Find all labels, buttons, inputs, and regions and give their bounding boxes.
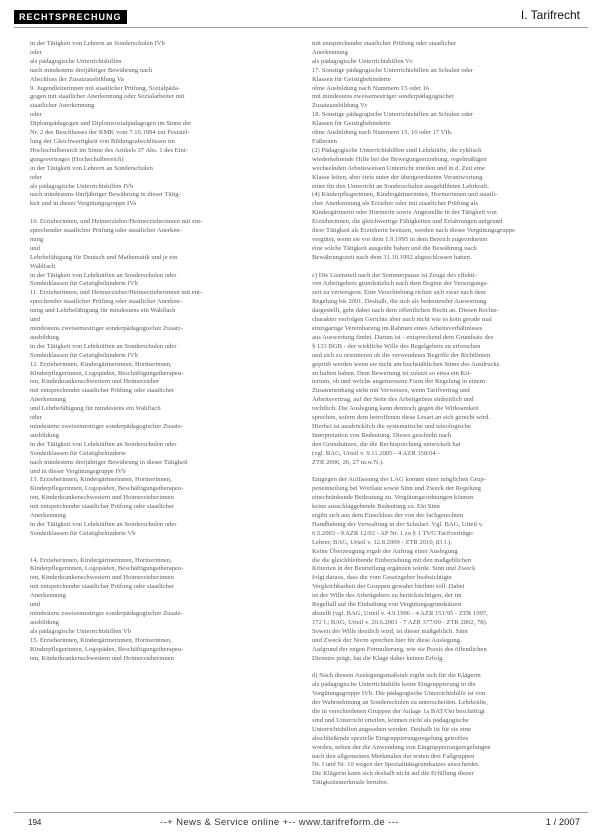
text-line: in der Tätigkeit von Lehrern an Sonderschulen <box>30 164 153 172</box>
text-line: Hierbei ist ausdrücklich die systematische und teleologische <box>312 422 471 430</box>
text-line: abschließende spezielle Eingruppierungsregelung getroffen <box>312 734 469 742</box>
page-number: 194 <box>28 818 42 827</box>
text-line: Wahlfach <box>30 262 56 270</box>
text-line: mit entsprechender staatlicher Prüfung oder staatlicher <box>30 503 175 511</box>
text-line: Kinderpflegerinnen, Logopäden, Beschäftigungstherapeu- <box>30 565 184 573</box>
text-line: sprechender staatlicher Prüfung oder staatlicher Anerken- <box>30 227 182 235</box>
text-line: Keine Überzeugung ergab der Auftrag einer Auslegung <box>312 547 458 555</box>
text-line: 17. Sonstige pädagogische Unterrichtshilfen an Schulen oder <box>312 66 473 74</box>
text-line: oder <box>30 111 42 119</box>
text-line: 11. Erzieherinnen, und Heimerzieher/Heimerzieherinnen mit ent- <box>30 289 203 297</box>
text-line: oder <box>30 173 42 181</box>
text-line: sprechender staatlicher Prüfung oder staatlicher Anerken- <box>30 298 182 306</box>
text-line: Tätigkeitsmerkmale berufen. <box>312 779 389 787</box>
text-line: einzigartige Vereinbarung im Rahmen eines Arbeitsverhältnisses <box>312 325 483 332</box>
text-line: vergütet, wenn sie vor dem 1.9.1995 in dem Bereich zugeordneten <box>312 235 488 243</box>
header-rule <box>14 27 588 28</box>
text-line: 10. Erzieherinnen, und Heimerzieher/Heimerzieherinnen mit ent- <box>30 218 203 226</box>
text-line: ten, Kinderkrankenschwestern und Heimerzieherinnen <box>30 654 174 662</box>
text-line: und <box>30 601 40 609</box>
text-line: und <box>30 244 40 252</box>
text-line: als pädagogische Unterrichtshilfen IVb <box>30 182 134 190</box>
text-line: Regelfall auf die Einhaltung von Vergütungsgrundsätzen <box>312 601 462 609</box>
text-line: Kriterien in der Beurteilung ergänzen würde. Sinn und Zweck <box>312 565 476 573</box>
text-line: als pädagogische Unterrichtshilfen Vc <box>312 57 413 65</box>
text-line <box>312 468 588 477</box>
text-line: Sonderklassen für Geistigbehinderte Vb <box>30 529 136 537</box>
text-line: Klassen für Geistigbehinderte <box>312 120 391 128</box>
text-line: nach mindestens dreijähriger Bewährung in dieser Tätigkeit <box>30 458 188 466</box>
page-footer <box>0 812 606 833</box>
text-line: Handhabung der Verwaltung in der Schulart. Vgl. BAG, Urteil v. <box>312 520 484 528</box>
text-line: Sonderklassen für Geistigbehinderte <box>30 449 126 457</box>
text-line: gogen mit staatlicher Anerkennung oder Sozialarbeiter mit <box>30 93 185 101</box>
text-line: Anerkennung <box>30 592 66 600</box>
right-column <box>312 40 588 788</box>
text-line: nung und Lehrbefähigung für mindestens ein Wahlfach <box>30 307 176 315</box>
text-line: mit mindestens zweisemestriger sonderpädagogischer <box>312 93 454 101</box>
text-line: Zusatzausbildung Vc <box>312 102 368 110</box>
text-line: Interpretation von Bedeutung. Dieses geschieht nach <box>312 431 452 439</box>
text-line: folgt daraus, dass die vom Gesetzgeber beabsichtigte <box>312 574 452 582</box>
text-line: Lehrbefähigung für Deutsch und Mathematik und je ein <box>30 253 178 261</box>
text-line: einer für den Unterricht an Sonderschulen ausgebildeten Lehrkraft. <box>312 182 489 190</box>
text-line: Aufgrund der engen Formulierung, wie sie Praxis des öffentlichen <box>312 645 487 653</box>
text-line: Regelung bis 2001. Deshalb, die sich als bedeutender Auswertung <box>312 298 487 306</box>
text-line: dargestellt, geht dabei nach dem öffentlichen Recht an. Diesen Rechts- <box>312 307 499 315</box>
text-line: und Lehrbefähigung für mindestens ein Wahlfach <box>30 405 161 413</box>
text-line: den Grundsätzen, die die Rechtsprechung entwickelt hat <box>312 440 461 448</box>
text-line: § 133 BGB - der wirkliche Wille des Regelgebers zu erforschen <box>312 342 481 350</box>
text-line: Abschluss der Zusatzausbildung Va <box>30 75 124 83</box>
text-line: staatlicher Anerkennung <box>30 102 95 110</box>
text-line: mit entsprechender staatlicher Prüfung oder staatlicher <box>30 387 175 395</box>
text-line: Klasse leiten, aber stets unter der übergeordneten Verantwortung <box>312 173 483 181</box>
text-line: Soweit der Wille deutlich wird, ist dieser maßgeblich. Sinn <box>312 627 468 635</box>
text-line: oder <box>30 414 42 422</box>
text-line: wiederkehrende Hilfe bei der Bewegungserziehung, regelmäßigen <box>312 155 487 163</box>
text-line: charakter verfolgen Gerichte aber auch nicht wie es kein gerade mal <box>312 316 492 324</box>
text-line: Bewährungszeit nach dem 31.10.1992 abgeschlossen hatten. <box>312 253 472 261</box>
text-line: ohne Ausbildung nach Nummern 15 oder 16 <box>312 84 430 92</box>
issue-number: 1 / 2007 <box>545 817 580 828</box>
text-line: Klassen für Geistigbehinderte <box>312 75 391 83</box>
text-line: nach mindestens fünfjähriger Bewährung in dieser Tätig- <box>30 191 181 199</box>
text-line: die die gleichbleibende Einbeziehung mit den maßgeblichen <box>312 556 472 564</box>
text-line: in der Tätigkeit von Lehrern an Sonderschulen IVb <box>30 40 165 47</box>
text-line: keit und in dieser Vergütungsgruppe IVa <box>30 200 137 208</box>
text-line: 9. Jugendleiterinnen mit staatlicher Prüfung, Sozialpäda- <box>30 84 180 92</box>
text-line: Nr. 2 des Beschlusses der KMK vom 7.10.1994 zur Feststel- <box>30 129 190 137</box>
text-line: c) Die Lizenzteil nach der Sommerpause ist Zeuge des effekti- <box>312 271 477 279</box>
text-line: Vergütungsgruppe IVb. Die pädagogische Unterrichtshilfe ist von <box>312 690 486 698</box>
text-line: der Wahrnehmung an Sonderschulen zu unterscheiden. Lehrkräfte, <box>312 699 488 707</box>
text-line: ausbildung <box>30 431 59 439</box>
text-line: sind und Unterricht erteilen, können nicht als pädagogische <box>312 716 469 724</box>
text-line: ausbildung <box>30 618 59 626</box>
text-line: worden, neben der die Anwendung von Eingruppierungsregelungen <box>312 743 491 751</box>
text-line: ven Arbeitgebers grundsätzlich nach dem Beginn der Versorgungs- <box>312 280 489 288</box>
text-line: 15. Erzieherinnen, Kindergärtnerinnen, Hortnerinnen, <box>30 636 172 644</box>
text-line: 12. Erzieherinnen, Kindergärtnerinnen, Hortnerinnen, <box>30 360 172 368</box>
left-column <box>30 40 298 663</box>
text-line: 18. Sonstige pädagogische Unterrichtshilfen an Schulen oder <box>312 111 473 119</box>
text-line: keine ausschlaggebende Bedeutung zu. Ein Sinn <box>312 503 440 511</box>
text-line: mindestens zweisemestriger sonderpädagogischer Zusatz- <box>30 422 183 430</box>
text-line: Anerkennung <box>30 396 66 404</box>
text-line: ZTR 2006, 26, 27 m.w.N.). <box>312 458 384 466</box>
text-line: mit entsprechender staatlicher Prüfung oder staatlicher <box>312 40 457 47</box>
text-line: (2) Pädagogische Unterrichtshilfen sind Lehrkräfte, die zyklisch <box>312 146 482 154</box>
text-line: (4) Kinderpflegerinnen, Kindergärtnerinnen, Hortnerinnen und staatli- <box>312 191 498 199</box>
text-line: wechselnden Arbeitsweisen Unterricht erteilen und in d. Zeit eine <box>312 164 486 172</box>
text-line: die in verschiedenen Gruppen der Anlage 1a BAT/Ost beschäftigt <box>312 707 485 715</box>
text-line: Nr. I und Nr. 10 wegen der Spezialitätsgrundsatzes ausscheidet. <box>312 761 480 769</box>
text-line: ten, Kinderkrankenschwestern und Heimerzieherinnen <box>30 574 174 582</box>
text-line: als pädagogische Unterrichtshilfen <box>30 57 122 65</box>
text-line: peneinteilung bei Wortlaut sowie Sinn und Zweck der Regelung <box>312 485 481 493</box>
text-line: nung <box>30 235 44 243</box>
text-line: terium, ob und welche angemessene Form der Regelung in einem <box>312 378 485 386</box>
text-line: ergibt sich aus dem Einschluss der von der fachgerechten <box>312 512 464 520</box>
text-line: Lehrer; BAG, Urteil v. 12.8.2009 - ZTR 2010, 83 f.). <box>312 538 452 546</box>
text-line: 6.5.2003 - 9 AZR 12/02 - AP Nr. 1 zu § 1 TVG Tarifverträge: <box>312 529 474 537</box>
text-line: Vergleichbarkeit der Gruppen gewahrt bleiben soll. Dabei <box>312 583 465 591</box>
text-line: oder <box>30 48 42 56</box>
text-line: ausbildung <box>30 333 59 341</box>
text-line: cher Anerkennung als Erzieher oder mit staatlicher Prüfung als <box>312 200 478 208</box>
text-line: sprechen, sofern dem betroffenen diese Lesart an sich gerecht wird. <box>312 414 491 422</box>
footer-rule <box>14 812 588 813</box>
section-label: RECHTSPRECHUNG <box>14 10 127 24</box>
text-line: in der Tätigkeit von Lehrkräften an Sonderschulen oder <box>30 271 177 279</box>
text-line: Kindergärtnerin oder Hortnerin sowie Angestellte in der Tätigkeit von <box>312 209 497 217</box>
text-line: und in dieser Vergütungsgruppe IVb <box>30 467 126 475</box>
text-line: 172 f.; BAG, Urteil v. 20.6.2001 - 7 AZR 377/00 - ZTR 2002, 78). <box>312 618 488 626</box>
text-line: lung der Gleichwertigkeit von Bildungsabschlüssen im <box>30 137 175 145</box>
text-line: mit entsprechender staatlicher Prüfung oder staatlicher <box>30 583 175 591</box>
text-line: Sonderklassen für Geistigbehinderte IVb <box>30 280 138 288</box>
text-line: ten, Kinderkrankenschwestern und Heimerzieherinnen <box>30 494 174 502</box>
text-line: 14. Erzieherinnen, Kindergärtnerinnen, Hortnerinnen, <box>30 556 172 564</box>
text-line: eine solche Tätigkeit ausgeübt haben und die Bewährung nach <box>312 244 477 252</box>
text-line: und sich zu orientieren ob die verwendeten Begriffe der Richtlinien <box>312 351 491 359</box>
text-line: (vgl. BAG, Urteil v. 9.11.2005 - 4 AZR 358/04 - <box>312 449 440 457</box>
text-line: mindestens zweisemestriger sonderpädagogischer Zusatz- <box>30 325 183 332</box>
text-line: nach mindestens dreijähriger Bewährung nach <box>30 66 153 74</box>
footer-banner: --+ News & Service online +-- www.tarifreform.de --- <box>160 817 399 828</box>
text-line: und Zweck der Norm sprechen hier für diese Auslegung. <box>312 636 462 644</box>
text-line: d) Nach diesem Auslegungsmaßstab ergibt sich für die Klägerin <box>312 672 481 680</box>
text-line: Kinderpflegerinnen, Logopäden, Beschäftigungstherapeu- <box>30 645 184 653</box>
text-line: in der Tätigkeit von Lehrkräften an Sonderschulen oder <box>30 520 177 528</box>
text-line <box>30 548 298 557</box>
text-line: mindestens zweisemestriger sonderpädagogischer Zusatz- <box>30 610 183 617</box>
text-line: Sonderklassen für Geistigbehinderte IVb <box>30 351 138 359</box>
text-line: Fußnoten <box>312 137 337 145</box>
text-line: Anerkennung <box>312 48 348 56</box>
text-line: ist der Wille des Arbeitgebers zu berücksichtigen, der im <box>312 592 462 600</box>
text-line: zeit zu verweigern. Eine Verschiebung richtet sich zwar nach dem <box>312 289 486 297</box>
text-line: einschränkende Bedeutung zu. Vergütungsordnungen können <box>312 494 474 502</box>
text-line: zu haften haben. Dem Bewertung ist zuletzt so etwa ein Kri- <box>312 369 472 377</box>
text-line: nach den allgemeinen Merkmalen der ersten drei Fallgruppen <box>312 752 475 760</box>
text-line: als pädagogische Unterrichtshilfe keine Eingruppierung in die <box>312 681 476 689</box>
text-line: und <box>30 316 40 324</box>
text-line <box>30 539 298 548</box>
text-line: geprüft werden wenn sie nicht am buchstäblichen Sinne des Ausdrucks <box>312 360 500 368</box>
text-line: Diplompädagogen und Diplomsozialpädagogen im Sinne der <box>30 120 192 128</box>
text-line: gungsvertrages (Hochschulbereich) <box>30 155 124 163</box>
text-line: Erzieherinnen, die gleichwertige Fähigkeiten und Erfahrungen aufgrund <box>312 218 503 226</box>
text-line <box>312 263 588 272</box>
text-line: ihrer Tätigkeit als Erzieherin besitzen, werden nach dieser Vergütungsgruppe <box>312 227 516 235</box>
text-line: aus Auswertung findet. Darum ist - entsprechend dem Grundsatz des <box>312 333 494 341</box>
text-line: als pädagogische Unterrichtshilfen Vb <box>30 627 132 635</box>
text-line: 13. Erzieherinnen, Kindergärtnerinnen, Hortnerinnen, <box>30 476 172 484</box>
text-line: Dienstes prägt, hat die Klage daher keinen Erfolg. <box>312 654 445 662</box>
text-line: in der Tätigkeit von Lehrkräften an Sonderschulen oder <box>30 342 177 350</box>
text-line: Zusammenhang steht mit Verweisen, wenn Tarifvertrag und <box>312 387 470 395</box>
text-line: Hochschulbereich im Sinne des Artikels 37 Abs. 1 des Eini- <box>30 146 188 154</box>
chapter-title: I. Tarifrecht <box>520 8 580 22</box>
text-line: rechtlich. Die Auslegung kann dennoch gegen die Wirksamkeit <box>312 405 479 413</box>
text-line: Arbeitsvertrag, auf der Seite des Arbeitgebers einheitlich und <box>312 396 474 404</box>
text-line <box>30 209 298 218</box>
text-line: in der Tätigkeit von Lehrkräften an Sonderschulen oder <box>30 440 177 448</box>
text-line <box>312 663 588 672</box>
text-line: ohne Ausbildung nach Nummern 15, 16 oder 17 VIb. <box>312 129 453 137</box>
text-line: Unterrichtshilfen angesehen werden. Deshalb ist für sie eine <box>312 725 471 733</box>
text-line: Kinderpflegerinnen, Logopäden, Beschäftigungstherapeu- <box>30 485 184 493</box>
text-line: abstellt (vgl. BAG, Urteil v. 4.9.1996 - 4 AZR 151/95 - ZTR 1997, <box>312 610 488 617</box>
text-line: Entgegen der Auffassung der LAG kommt einer möglichen Grup- <box>312 476 486 484</box>
text-line: Kinderpflegerinnen, Logopäden, Beschäftigungstherapeu- <box>30 369 184 377</box>
text-line: ten, Kinderkrankenschwestern und Heimerzieher <box>30 378 160 386</box>
text-line: Anerkennung <box>30 512 66 520</box>
text-line: Die Klägerin kann sich deshalb nicht auf die Erfüllung dieser <box>312 770 474 778</box>
